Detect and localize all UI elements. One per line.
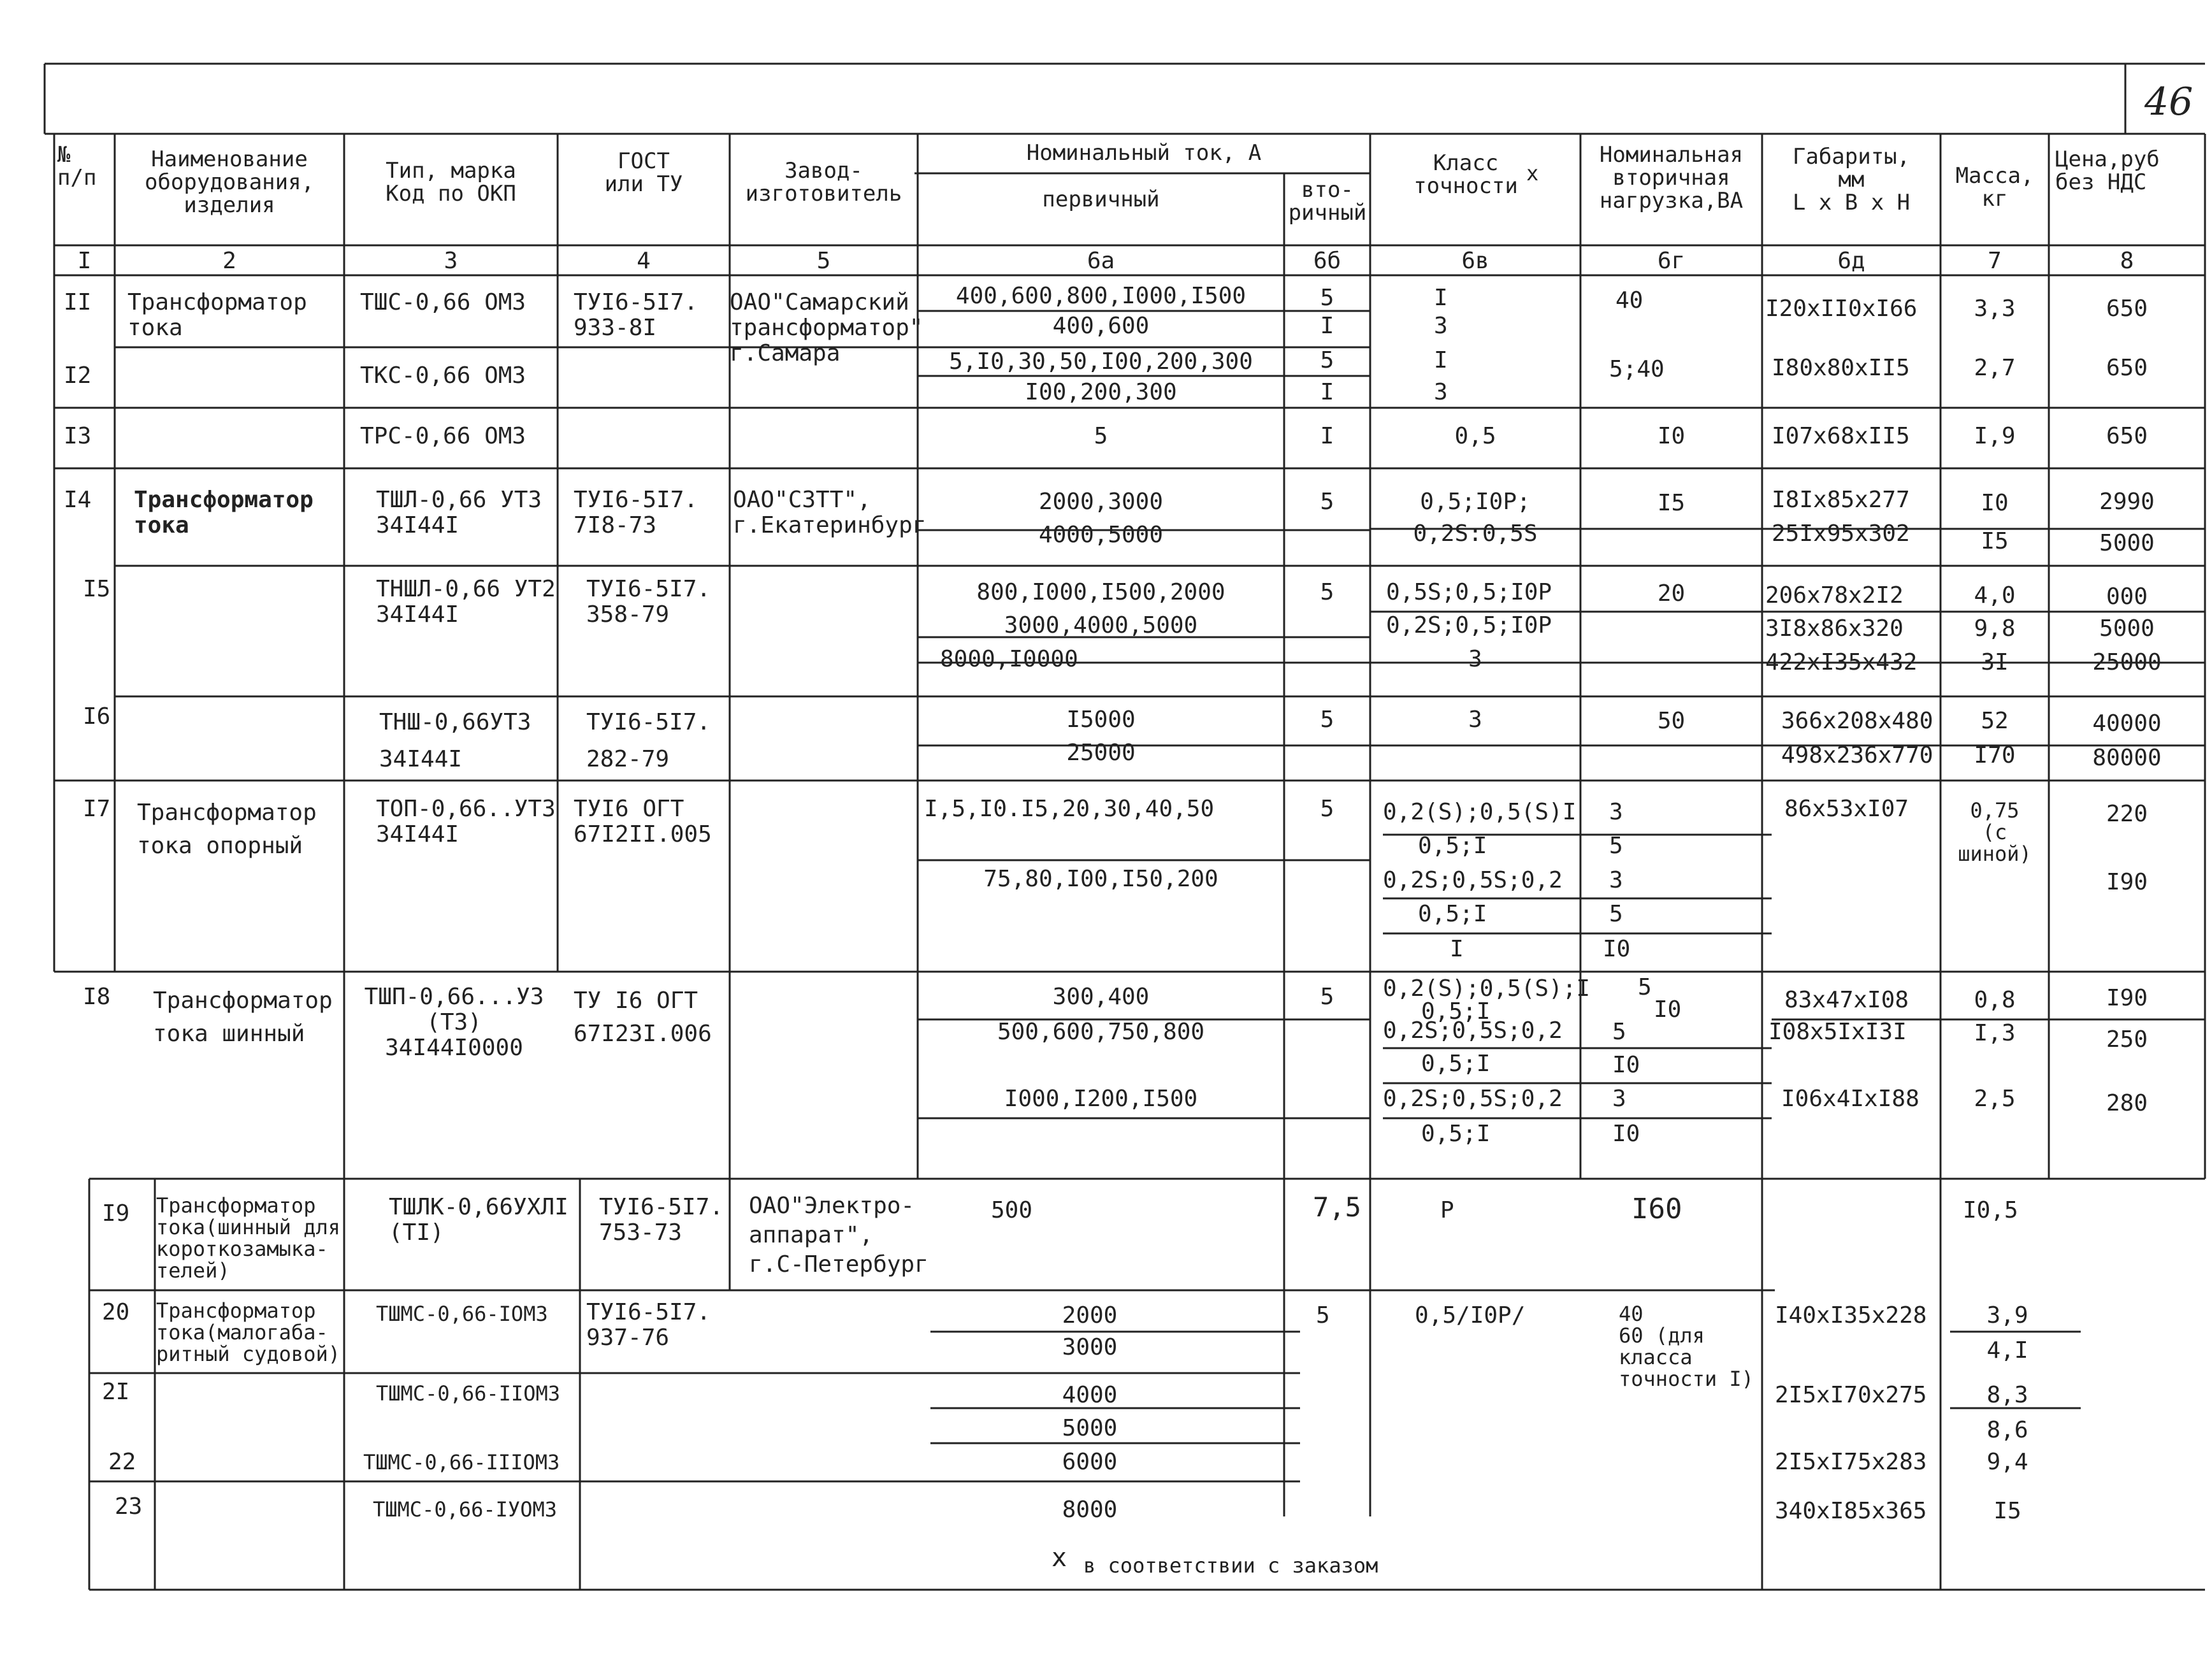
col-number: 6в (1461, 248, 1489, 274)
mass: 2,7 (1974, 355, 2016, 381)
dimensions: 25Ix95x302 (1772, 521, 1910, 547)
gost-spec: ТУI6-5I7. 937-76 (586, 1299, 711, 1351)
primary-current: 5 (1094, 423, 1108, 449)
dimensions: 366x208x480 (1781, 708, 1934, 734)
equipment-type: ТКС-0,66 ОМЗ (360, 363, 526, 389)
mass: 8,3 (1986, 1382, 2028, 1408)
col-number: 2 (222, 248, 236, 274)
price: I90 (2106, 869, 2148, 895)
accuracy-class: 0,2S:0,5S (1413, 521, 1538, 547)
mass: 8,6 (1986, 1417, 2028, 1443)
price: 80000 (2092, 745, 2162, 771)
secondary-load: I0 (1612, 1052, 1640, 1078)
secondary-current: I (1320, 423, 1334, 449)
secondary-load: I0 (1612, 1121, 1640, 1147)
accuracy-class: 0,2S;0,5;I0Р (1386, 612, 1552, 638)
primary-current: 800,I000,I500,2000 (976, 579, 1225, 605)
dimensions: I40xI35x228 (1775, 1302, 1927, 1328)
primary-current: 500 (991, 1197, 1033, 1223)
primary-current: 25000 (1066, 740, 1136, 766)
col-number: 6г (1657, 248, 1686, 274)
mass: I,9 (1974, 423, 2016, 449)
accuracy-class: 0,2(S);0,5(S);I (1383, 975, 1591, 1002)
header-mass: Масса, кг (1955, 163, 2034, 212)
header-price: Цена,руб без НДС (2055, 147, 2160, 195)
gost-spec: ТУ I6 ОГТ 67I23I.006 (574, 988, 712, 1047)
row-number: I2 (64, 363, 92, 389)
accuracy-class: 0,5 (1454, 423, 1496, 449)
col-number: 6а (1087, 248, 1115, 274)
equipment-name: Трансформатор тока(малогаба- ритный судовой) (156, 1299, 340, 1366)
mass: 4,0 (1974, 582, 2016, 608)
primary-current: 3000,4000,5000 (1004, 612, 1198, 638)
header-number: № п/п (57, 142, 97, 191)
price: 650 (2106, 355, 2148, 381)
equipment-type: ТРС-0,66 ОМЗ (360, 423, 526, 449)
accuracy-class: 0,2S;0,5S;0,2 (1383, 1018, 1563, 1044)
accuracy-class: I (1434, 285, 1448, 311)
header-accuracy: Класс точности (1413, 150, 1518, 199)
dimensions: I8Ix85x277 (1772, 487, 1910, 513)
secondary-load: 50 (1657, 708, 1686, 734)
primary-current: 4000 (1062, 1382, 1118, 1408)
header-gost: ГОСТ или ТУ (604, 148, 683, 197)
manufacturer: ОАО"СЗТТ", г.Екатеринбург (733, 487, 927, 538)
mass: 2,5 (1974, 1086, 2016, 1112)
primary-current: 5,I0,30,50,I00,200,300 (949, 349, 1253, 375)
accuracy-class: 0,5S;0,5;I0Р (1386, 579, 1552, 605)
primary-current: 500,600,750,800 (997, 1019, 1205, 1045)
row-number: II (64, 289, 92, 315)
gost-spec: ТУI6-5I7. 282-79 (586, 709, 711, 772)
accuracy-class: 0,5;I (1418, 901, 1487, 927)
dimensions: 3I8x86x320 (1765, 616, 1904, 642)
header-nominal-current: Номинальный ток, А (1026, 140, 1262, 166)
secondary-current: I (1320, 313, 1334, 339)
header-name: Наименование оборудования, изделия (144, 147, 315, 218)
secondary-current: 5 (1320, 707, 1334, 733)
primary-current: 2000 (1062, 1302, 1118, 1328)
col-number: I (77, 248, 92, 274)
mass: 4,I (1986, 1337, 2028, 1364)
primary-current: 5000 (1062, 1415, 1118, 1441)
header-accuracy-footnote-mark: x (1526, 161, 1539, 185)
manufacturer: ОАО"Самарский трансформатор" г.Самара (730, 289, 923, 366)
dimensions: 2I5xI75x283 (1775, 1449, 1927, 1475)
row-number: 20 (102, 1299, 130, 1325)
footnote-mark: x (1052, 1543, 1067, 1573)
price: I90 (2106, 985, 2148, 1011)
secondary-current: 5 (1320, 347, 1334, 373)
accuracy-class: 0,5;I (1418, 833, 1487, 859)
primary-current: 300,400 (1052, 984, 1150, 1010)
mass: I70 (1974, 742, 2016, 768)
mass: 3,3 (1974, 296, 2016, 322)
footnote-text: в соответствии с заказом (1083, 1553, 1378, 1578)
secondary-load: 40 (1616, 287, 1644, 313)
equipment-type: ТНШ-0,66УТЗ 34I44I (379, 709, 531, 772)
mass: 0,75 (с шиной) (1958, 798, 2032, 866)
col-number: 7 (1988, 248, 2002, 274)
secondary-load: 3 (1612, 1086, 1626, 1112)
equipment-name: Трансформатор тока опорный (137, 800, 317, 859)
accuracy-class: 0,5;I (1421, 1121, 1491, 1147)
header-secondary: вто- ричный (1288, 177, 1367, 226)
row-number: 2I (102, 1379, 130, 1405)
col-number: 4 (637, 248, 651, 274)
primary-current: 400,600 (1052, 313, 1150, 339)
accuracy-class: 3 (1468, 646, 1482, 672)
accuracy-class: I (1434, 347, 1448, 373)
dimensions: I20xII0xI66 (1765, 296, 1918, 322)
price: 5000 (2099, 616, 2155, 642)
secondary-current: 5 (1320, 489, 1334, 515)
mass: 0,8 (1974, 987, 2016, 1013)
dimensions: 422xI35x432 (1765, 649, 1918, 675)
equipment-name: Трансформатор тока шинный (153, 988, 333, 1047)
row-number: I9 (102, 1200, 130, 1227)
row-number: I8 (83, 984, 111, 1010)
accuracy-class: 0,5;I (1421, 1051, 1491, 1077)
primary-current: 3000 (1062, 1334, 1118, 1360)
gost-spec: ТУI6-5I7. 753-73 (599, 1194, 724, 1246)
mass: 9,4 (1986, 1449, 2028, 1475)
header-dimensions: Габариты, мм L х В х Н (1792, 144, 1911, 215)
primary-current: 8000,I0000 (940, 646, 1078, 672)
row-number: I5 (83, 576, 111, 602)
dimensions: I07x68xII5 (1772, 423, 1910, 449)
primary-current: I5000 (1066, 707, 1136, 733)
equipment-type: ТШЛК-0,66УХЛI (ТI) (389, 1194, 568, 1246)
primary-current: 2000,3000 (1038, 489, 1164, 515)
secondary-load: 5 (1609, 901, 1623, 927)
secondary-load: 20 (1657, 580, 1686, 607)
gost-spec: ТУI6 ОГТ 67I2II.005 (574, 796, 712, 847)
secondary-load: 5 (1609, 833, 1623, 859)
dimensions: 83x47xI08 (1784, 987, 1909, 1013)
primary-current: 75,80,I00,I50,200 (983, 866, 1218, 892)
gost-spec: ТУI6-5I7. 358-79 (586, 576, 711, 628)
primary-current: I000,I200,I500 (1004, 1086, 1198, 1112)
equipment-name: Трансформатор тока (134, 487, 314, 538)
secondary-load: I60 (1631, 1193, 1682, 1225)
accuracy-class: 3 (1434, 379, 1448, 405)
row-number: I4 (64, 487, 92, 513)
row-number: I3 (64, 423, 92, 449)
mass: I0,5 (1963, 1197, 2018, 1223)
gost-spec: ТУI6-5I7. 933-8I (574, 289, 698, 341)
dimensions: 206x78x2I2 (1765, 582, 1904, 608)
col-number: 6б (1313, 248, 1341, 274)
row-number: 23 (115, 1494, 143, 1520)
equipment-type: ТШМС-0,66-IОМЗ (376, 1302, 548, 1326)
primary-current: I,5,I0.I5,20,30,40,50 (924, 796, 1215, 822)
dimensions: 86x53xI07 (1784, 796, 1909, 822)
accuracy-class: 0,5/I0Р/ (1415, 1302, 1526, 1328)
equipment-type: ТШМС-0,66-IУОМЗ (373, 1497, 557, 1522)
equipment-type: ТШП-0,66...УЗ (ТЗ) 34I44I0000 (364, 984, 544, 1061)
header-load: Номинальная вторичная нагрузка,ВА (1599, 142, 1744, 213)
secondary-load: 3 (1609, 799, 1623, 825)
mass: I5 (1993, 1498, 2021, 1524)
header-type: Тип, марка Код по ОКП (386, 158, 516, 206)
row-number: I6 (83, 703, 111, 730)
col-number: 8 (2120, 248, 2134, 274)
dimensions: I80x80xII5 (1772, 355, 1910, 381)
secondary-load: 40 60 (для класса точности I) (1619, 1302, 1754, 1391)
secondary-load: 5;40 (1609, 356, 1665, 382)
secondary-load: I0 (1603, 936, 1631, 962)
primary-current: 400,600,800,I000,I500 (955, 283, 1247, 309)
secondary-current: 7,5 (1313, 1191, 1361, 1223)
primary-current: 6000 (1062, 1449, 1118, 1475)
secondary-load: 5 (1638, 974, 1652, 1000)
gost-spec: ТУI6-5I7. 7I8-73 (574, 487, 698, 538)
secondary-load: I0 (1654, 997, 1682, 1023)
accuracy-class: I (1450, 936, 1464, 962)
dimensions: I06x4IxI88 (1781, 1086, 1919, 1112)
mass: 9,8 (1974, 616, 2016, 642)
price: 5000 (2099, 530, 2155, 556)
mass: I0 (1981, 490, 2009, 516)
secondary-current: 5 (1320, 579, 1334, 605)
mass: I,3 (1974, 1020, 2016, 1046)
col-number: 3 (444, 248, 458, 274)
accuracy-class: 0,5;I0Р; (1420, 489, 1531, 515)
mass: 3,9 (1986, 1302, 2028, 1328)
price: 280 (2106, 1090, 2148, 1116)
row-number: I7 (83, 796, 111, 822)
dimensions: 498x236x770 (1781, 742, 1934, 768)
price: 000 (2106, 584, 2148, 610)
equipment-name: Трансформатор тока (127, 289, 307, 341)
page-number: 46 (2144, 80, 2194, 124)
secondary-load: 5 (1612, 1019, 1626, 1045)
price: 25000 (2092, 649, 2162, 675)
col-number: 5 (816, 248, 831, 274)
price: 650 (2106, 296, 2148, 322)
accuracy-class: 3 (1434, 313, 1448, 339)
equipment-type: ТШЛ-0,66 УТЗ 34I44I (376, 487, 542, 538)
secondary-current: 5 (1316, 1302, 1330, 1328)
secondary-current: I (1320, 379, 1334, 405)
dimensions: 340xI85x365 (1775, 1498, 1927, 1524)
primary-current: 8000 (1062, 1497, 1118, 1523)
mass: I5 (1981, 528, 2009, 554)
accuracy-class: 0,2S;0,5S;0,2 (1383, 867, 1563, 893)
secondary-current: 5 (1320, 984, 1334, 1010)
row-number: 22 (108, 1449, 136, 1475)
primary-current: I00,200,300 (1025, 379, 1177, 405)
equipment-type: ТОП-0,66..УТЗ 34I44I (376, 796, 556, 847)
equipment-type: ТНШЛ-0,66 УТ2 34I44I (376, 576, 556, 628)
header-primary: первичный (1042, 187, 1160, 212)
secondary-load: 3 (1609, 867, 1623, 893)
equipment-name: Трансформатор тока(шинный для короткозамыка- телей) (156, 1193, 340, 1283)
dimensions: 2I5xI70x275 (1775, 1382, 1927, 1408)
price: 2990 (2099, 489, 2155, 515)
secondary-current: 5 (1320, 285, 1334, 311)
col-number: 6д (1837, 248, 1865, 274)
primary-current: 4000,5000 (1038, 522, 1164, 548)
mass: 3I (1981, 649, 2009, 675)
equipment-type: ТШМС-0,66-IIIОМЗ (363, 1450, 560, 1474)
secondary-current: 5 (1320, 796, 1334, 822)
equipment-type: ТШС-0,66 ОМЗ (360, 289, 526, 315)
accuracy-class: 0,5;I (1421, 998, 1491, 1025)
header-manufacturer: Завод- изготовитель (745, 158, 902, 206)
secondary-load: I5 (1657, 490, 1686, 516)
accuracy-class: 0,2S;0,5S;0,2 (1383, 1086, 1563, 1112)
accuracy-class: 0,2(S);0,5(S)I (1383, 799, 1577, 825)
price: 220 (2106, 801, 2148, 827)
manufacturer: ОАО"Электро- аппарат", г.С-Петербург (749, 1193, 929, 1278)
price: 650 (2106, 423, 2148, 449)
equipment-type: ТШМС-0,66-IIОМЗ (376, 1381, 560, 1406)
secondary-load: I0 (1657, 423, 1686, 449)
accuracy-class: Р (1440, 1197, 1454, 1223)
price: 40000 (2092, 710, 2162, 737)
dimensions: I08x5IxI3I (1768, 1019, 1907, 1045)
mass: 52 (1981, 708, 2009, 734)
price: 250 (2106, 1026, 2148, 1053)
accuracy-class: 3 (1468, 707, 1482, 733)
